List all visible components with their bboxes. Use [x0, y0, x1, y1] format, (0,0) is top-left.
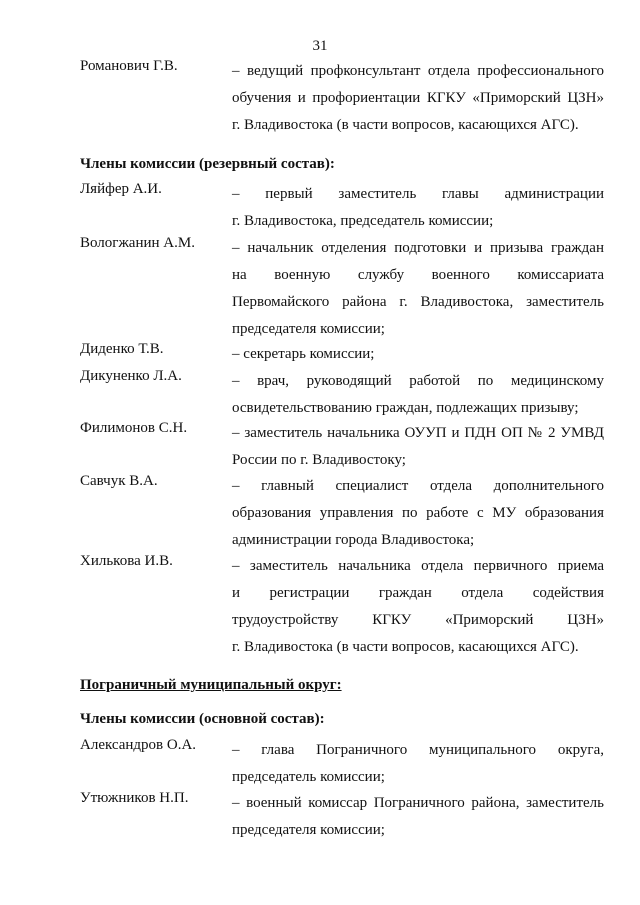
role-line: трудоустройству КГКУ «Приморский ЦЗН»: [232, 612, 604, 628]
member-name: Филимонов С.Н.: [80, 420, 188, 436]
member-role: [232, 341, 604, 368]
role-line: – военный комиссар Пограничного района, заместитель: [232, 795, 604, 811]
member-name: Александров О.А.: [80, 737, 197, 753]
role-line: администрации города Владивостока;: [232, 532, 475, 548]
section-heading-reserve: Члены комиссии (резервный состав):: [80, 156, 335, 172]
member-name: Савчук В.А.: [80, 473, 158, 489]
role-line: г. Владивостока (в части вопросов, касающихся АГС).: [232, 639, 579, 655]
role-line: – глава Пограничного муниципального округа,: [232, 742, 604, 758]
role-line: освидетельствованию граждан, подлежащих призыву;: [232, 400, 579, 416]
role-line: образования управления по работе с МУ образования: [232, 505, 604, 521]
member-role: [232, 420, 604, 474]
role-line: – заместитель начальника ОУУП и ПДН ОП № 2 УМВД: [232, 425, 604, 441]
role-line: и регистрации граждан отдела содействия: [232, 585, 604, 601]
role-line: председателя комиссии;: [232, 321, 385, 337]
role-line: – секретарь комиссии;: [232, 346, 375, 362]
member-role: [232, 473, 604, 554]
member-name: Утюжников Н.П.: [80, 790, 189, 806]
member-role: [232, 181, 604, 235]
role-line: Первомайского района г. Владивостока, заместитель: [232, 294, 604, 310]
member-name: Хилькова И.В.: [80, 553, 173, 569]
district-heading: Пограничный муниципальный округ:: [80, 677, 342, 693]
role-line: председателя комиссии;: [232, 822, 385, 838]
role-line: – заместитель начальника отдела первичного приема: [232, 558, 604, 574]
member-role: [232, 368, 604, 422]
role-line: г. Владивостока (в части вопросов, касающихся АГС).: [232, 117, 579, 133]
page-number: 31: [312, 38, 328, 54]
member-role: [232, 553, 604, 661]
role-line: – врач, руководящий работой по медицинскому: [232, 373, 604, 389]
member-name: Ляйфер А.И.: [80, 181, 162, 197]
member-role: [232, 235, 604, 343]
member-name: Дикуненко Л.А.: [80, 368, 182, 384]
role-line: – начальник отделения подготовки и призыва граждан: [232, 240, 604, 256]
role-line: обучения и профориентации КГКУ «Приморский ЦЗН»: [232, 90, 604, 106]
role-line: России по г. Владивостоку;: [232, 452, 406, 468]
role-line: председатель комиссии;: [232, 769, 385, 785]
role-line: – ведущий профконсультант отдела профессионального: [232, 63, 604, 79]
role-line: – первый заместитель главы администрации: [232, 186, 604, 202]
member-name: Диденко Т.В.: [80, 341, 164, 357]
role-line: – главный специалист отдела дополнительного: [232, 478, 604, 494]
member-role: [232, 790, 604, 844]
member-role: [232, 737, 604, 791]
member-name: Вологжанин А.М.: [80, 235, 195, 251]
section-heading-main: Члены комиссии (основной состав):: [80, 711, 325, 727]
member-role: [232, 58, 604, 139]
role-line: г. Владивостока, председатель комиссии;: [232, 213, 494, 229]
member-name: Романович Г.В.: [80, 58, 178, 74]
role-line: на военную службу военного комиссариата: [232, 267, 604, 283]
